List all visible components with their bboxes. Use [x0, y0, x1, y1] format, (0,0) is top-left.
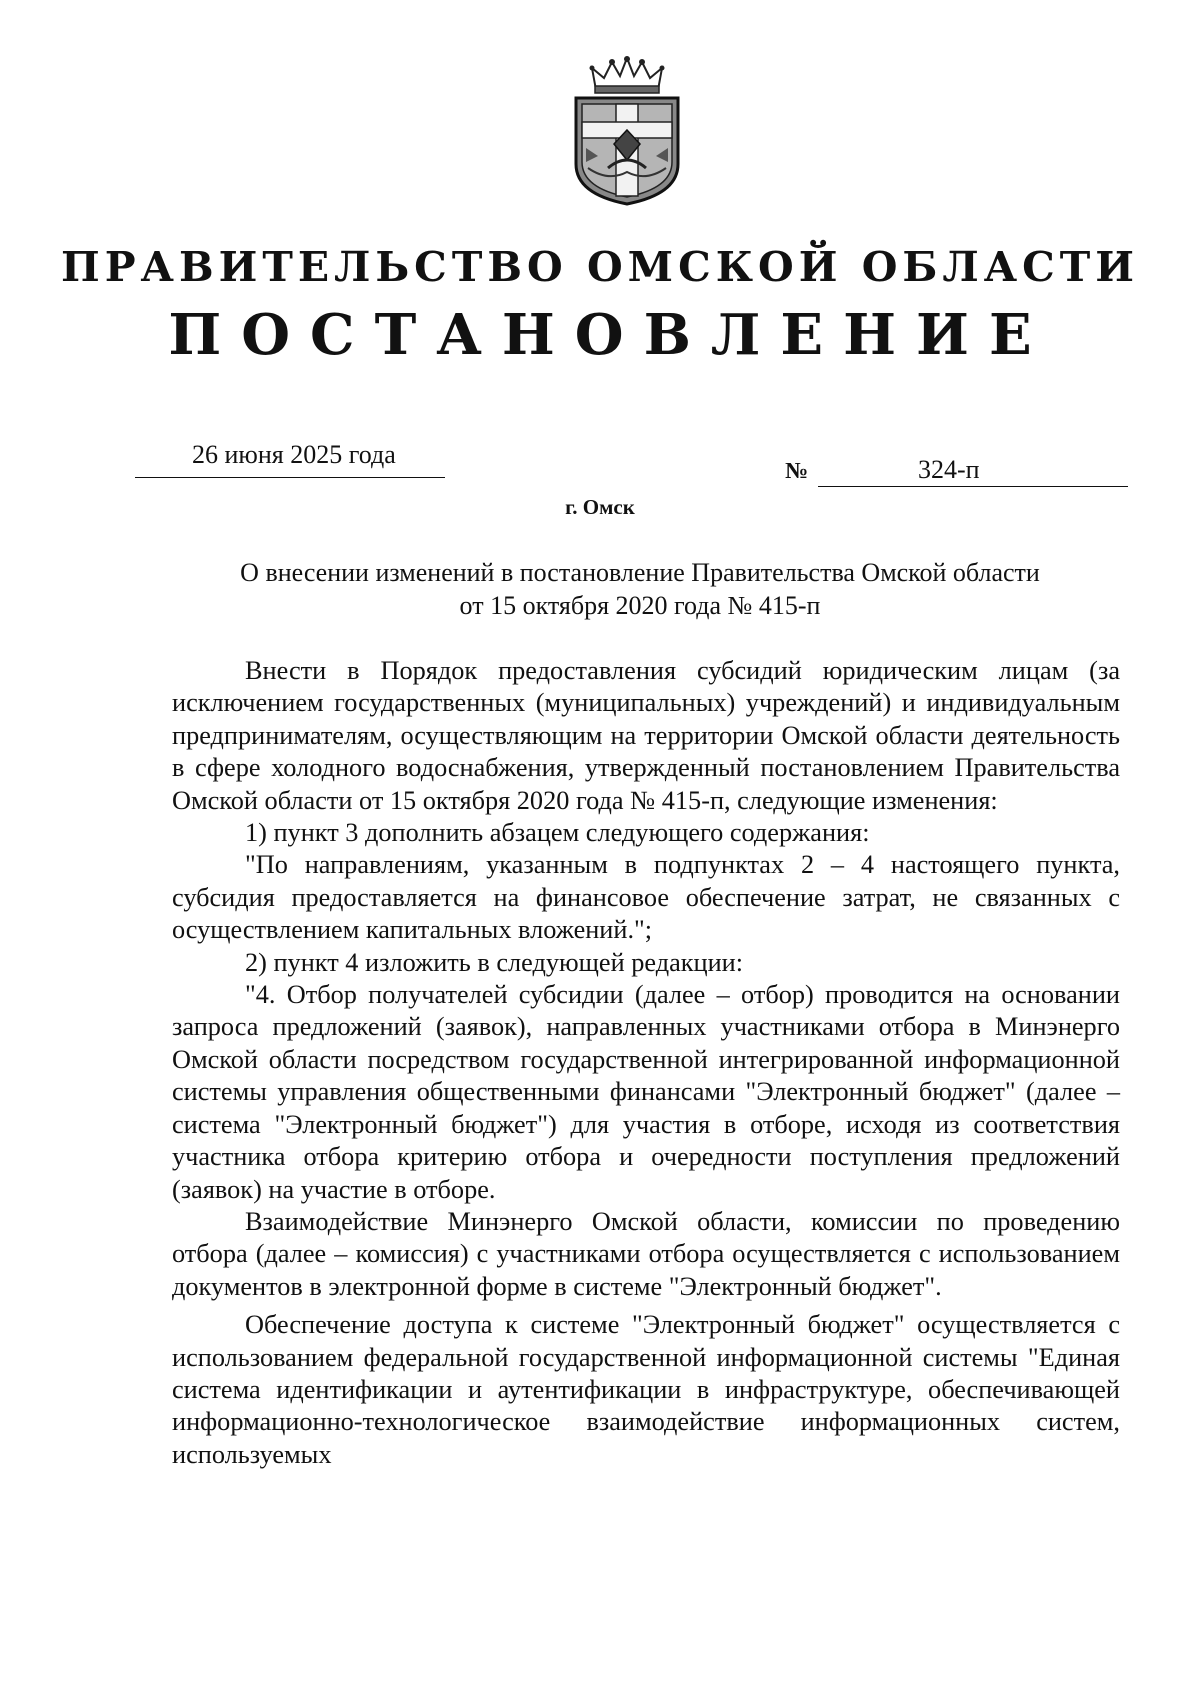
- body-paragraph: 2) пункт 4 изложить в следующей редакции:: [245, 947, 744, 977]
- document-date: 26 июня 2025 года: [192, 440, 396, 469]
- document-subject: [170, 556, 1110, 622]
- document-type-title: ПОСТАНОВЛЕНИЕ: [168, 302, 1052, 368]
- omsk-oblast-coat-of-arms-icon: [568, 56, 686, 206]
- date-underline: [135, 477, 445, 478]
- body-paragraph: Внести в Порядок предоставления субсидий юридическим лицам (за исключением государственных (муниципальных) учреждений) и индивидуальным предпринимателям, осуществляющим на территории Омской области деятельность в сфере холодного водоснабжения, утвержденный постановлением Правительства Омской области от 15 октября 2020 года № 415-п, следующие изменения:: [172, 656, 1120, 815]
- document-body: [172, 655, 1120, 1471]
- body-paragraph: Обеспечение доступа к системе "Электронный бюджет" осуществляется с использованием федеральной государственной информационной системы "Единая система идентификации и аутентификации в инфраструктуре, обеспечивающей информационно-технологическое взаимодействие информационных систем, используемых: [172, 1310, 1120, 1469]
- organization-title: ПРАВИТЕЛЬСТВО ОМСКОЙ ОБЛАСТИ: [61, 243, 1139, 291]
- number-underline: [818, 486, 1128, 487]
- document-city: г. Омск: [565, 495, 635, 519]
- body-paragraph: 1) пункт 3 дополнить абзацем следующего содержания:: [245, 818, 870, 848]
- subject-line: О внесении изменений в постановление Правительства Омской области: [240, 558, 1040, 587]
- body-paragraph: "4. Отбор получателей субсидии (далее – отбор) проводится на основании запроса предложений (заявок), направленных участниками отбора в Минэнерго Омской области посредством государственной интегрированной информационной системы управления общественными финансами "Электронный бюджет" (далее – система "Электронный бюджет") для участия в отборе, исходя из соответствия участника отбора критерию отбора и очередности поступления предложений (заявок) на участие в отборе.: [172, 980, 1120, 1204]
- body-paragraph: Взаимодействие Минэнерго Омской области, комиссии по проведению отбора (далее – комиссия) с участниками отбора осуществляется с использованием документов в электронной форме в системе "Электронный бюджет".: [172, 1206, 1120, 1301]
- subject-line: от 15 октября 2020 года № 415-п: [459, 591, 821, 620]
- document-number: 324-п: [918, 455, 980, 484]
- number-sign: №: [785, 458, 809, 483]
- body-paragraph: "По направлениям, указанным в подпунктах 2 – 4 настоящего пункта, субсидия предоставляется на финансовое обеспечение затрат, не связанных с осуществлением капитальных вложений.";: [172, 850, 1120, 945]
